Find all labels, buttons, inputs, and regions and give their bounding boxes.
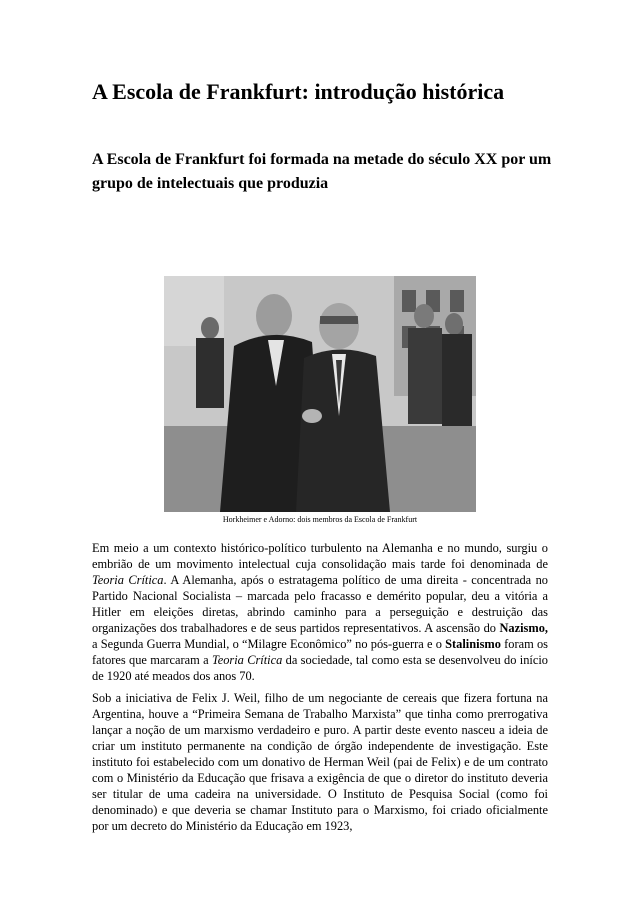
paragraph-1-text: da sociedade, tal como esta se desenvolveu do início de 1920 até meados dos anos 70. (92, 653, 548, 683)
paragraph-1-text: a Segunda Guerra Mundial, o “Milagre Econômico” no pós-guerra e o (92, 637, 446, 651)
bold-nazismo: Nazismo, (499, 621, 548, 635)
paragraph-1-text: Em meio a um contexto histórico-político turbulento na Alemanha e no mundo, surgiu o embrião de um movimento intelectual cuja consolidação mais tarde foi denominada de (92, 541, 548, 571)
bold-stalinismo: Stalinismo (445, 637, 501, 651)
page-title: A Escola de Frankfurt: introdução histórica (92, 79, 505, 104)
paragraph-1-text: . A Alemanha, após o estratagema político de uma direita - concentrada no Partido Nacional Socialista – marcada pelo fracasso e demérito popular, deu a vitória a Hitler em eleições diretas, abrindo caminho para a perseguição e destruição das organizações dos trabalhadores e de seus partidos representativos. A ascensão do (92, 573, 548, 635)
emphasis-teoria-critica: Teoria Crítica (92, 573, 164, 587)
paragraph-1 (92, 540, 548, 684)
photo-illustration (164, 276, 476, 512)
emphasis-teoria-critica: Teoria Crítica (211, 653, 283, 667)
photo-horkheimer-adorno (164, 276, 476, 512)
page-subtitle: A Escola de Frankfurt foi formada na metade do século XX por um grupo de intelectuais que produzia (92, 151, 552, 192)
photo-caption: Horkheimer e Adorno: dois membros da Escola de Frankfurt (222, 515, 418, 524)
paragraph-2: Sob a iniciativa de Felix J. Weil, filho de um negociante de cereais que fizera fortuna na Argentina, houve a “Primeira Semana de Trabalho Marxista” que tinha como prerrogativa lançar a noção de um marxismo verdadeiro e puro. A partir deste evento nasceu a ideia de criar um instituto permanente na condição de órgão independente de investigação. Este instituto foi estabelecido com um donativo de Herman Weil (pai de Felix) e de um contrato com o Ministério da Educação que frisava a exigência de que o diretor do instituto deveria ser titular de uma cadeira na universidade. O Instituto de Pesquisa Social (como foi denominado) e que deveria se chamar Instituto para o Marxismo, foi criado oficialmente por um decreto do Ministério da Educação em 1923, (92, 691, 548, 833)
paragraph-1-text: foram os fatores que marcaram a (92, 637, 548, 667)
